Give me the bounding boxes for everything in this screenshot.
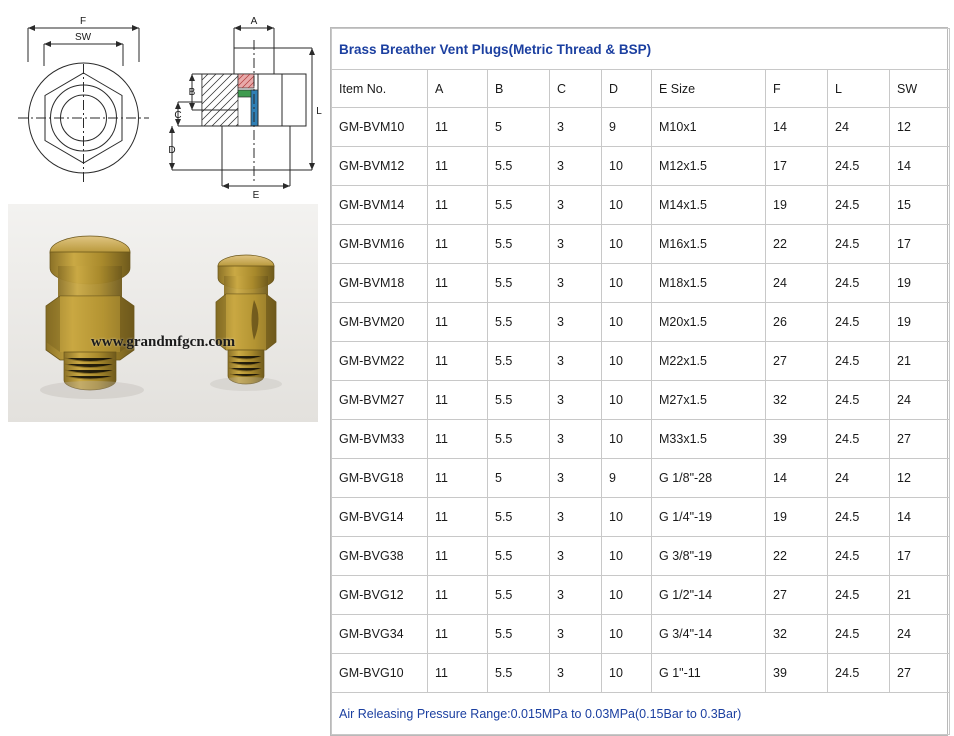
cell-item-no: GM-BVM16: [332, 225, 428, 264]
cell-value: 10: [602, 303, 652, 342]
cell-value: 24.5: [828, 147, 890, 186]
cell-value: 11: [428, 576, 488, 615]
table-row: [332, 264, 950, 303]
dimension-label-D: D: [168, 145, 176, 156]
cell-value: 17: [766, 147, 828, 186]
cell-value: 17: [890, 537, 950, 576]
cell-value: G 3/4"-14: [652, 615, 766, 654]
cell-value: 24.5: [828, 186, 890, 225]
cell-value: 5.5: [488, 381, 550, 420]
cell-value: 24: [828, 108, 890, 147]
cell-value: 5: [488, 459, 550, 498]
table-row: [332, 108, 950, 147]
table-footer-row: [332, 693, 950, 735]
dimension-label-E: E: [252, 190, 260, 201]
cell-value: 24: [890, 615, 950, 654]
cell-value: 10: [602, 654, 652, 693]
table-row: [332, 537, 950, 576]
cell-value: 3: [550, 537, 602, 576]
cell-value: M16x1.5: [652, 225, 766, 264]
cell-value: 10: [602, 615, 652, 654]
cell-value: 10: [602, 420, 652, 459]
cell-value: 3: [550, 342, 602, 381]
cell-item-no: GM-BVG38: [332, 537, 428, 576]
dimension-label-C: C: [174, 110, 182, 121]
product-photo-image: [8, 204, 318, 422]
cell-value: 19: [890, 264, 950, 303]
cell-value: M12x1.5: [652, 147, 766, 186]
cell-value: 11: [428, 381, 488, 420]
cell-value: 11: [428, 108, 488, 147]
cell-value: M18x1.5: [652, 264, 766, 303]
cell-item-no: GM-BVM33: [332, 420, 428, 459]
cell-value: 11: [428, 615, 488, 654]
photo-watermark: www.grandmfgcn.com: [90, 334, 236, 350]
dimension-label-A: A: [250, 16, 258, 27]
table-row: [332, 381, 950, 420]
cell-value: 24.5: [828, 381, 890, 420]
cell-item-no: GM-BVG10: [332, 654, 428, 693]
cell-value: 27: [890, 654, 950, 693]
spec-table: [331, 28, 950, 735]
table-row: [332, 147, 950, 186]
cell-value: 24.5: [828, 498, 890, 537]
cell-item-no: GM-BVG12: [332, 576, 428, 615]
cell-item-no: GM-BVG14: [332, 498, 428, 537]
cell-value: 12: [890, 108, 950, 147]
product-photo: [8, 204, 318, 422]
cell-value: 3: [550, 147, 602, 186]
cell-value: 5: [488, 108, 550, 147]
cell-value: 3: [550, 420, 602, 459]
cell-value: 5.5: [488, 225, 550, 264]
cell-value: 19: [890, 303, 950, 342]
cell-item-no: GM-BVG34: [332, 615, 428, 654]
cell-value: 24.5: [828, 303, 890, 342]
cell-value: 21: [890, 342, 950, 381]
table-row: [332, 186, 950, 225]
cell-value: 11: [428, 264, 488, 303]
column-header-e-size: E Size: [652, 70, 766, 108]
cell-value: M27x1.5: [652, 381, 766, 420]
cell-value: 9: [602, 459, 652, 498]
cell-value: 39: [766, 654, 828, 693]
cell-value: G 1/2"-14: [652, 576, 766, 615]
cell-value: M10x1: [652, 108, 766, 147]
cell-value: 3: [550, 108, 602, 147]
cell-value: 17: [890, 225, 950, 264]
cell-value: 10: [602, 186, 652, 225]
column-header-item-no: Item No.: [332, 70, 428, 108]
cell-value: 3: [550, 498, 602, 537]
table-row: [332, 459, 950, 498]
cell-value: M14x1.5: [652, 186, 766, 225]
cell-item-no: GM-BVG18: [332, 459, 428, 498]
cell-value: 3: [550, 654, 602, 693]
cell-value: G 1/4"-19: [652, 498, 766, 537]
cell-value: 27: [890, 420, 950, 459]
dimension-label-B: B: [188, 87, 196, 98]
cell-value: 24: [828, 459, 890, 498]
cell-value: 24.5: [828, 420, 890, 459]
cell-value: 26: [766, 303, 828, 342]
column-header-d: D: [602, 70, 652, 108]
dimension-label-L: L: [316, 106, 322, 117]
cell-value: 24.5: [828, 342, 890, 381]
cell-value: 3: [550, 459, 602, 498]
table-row: [332, 225, 950, 264]
cell-value: 5.5: [488, 576, 550, 615]
cell-value: 24.5: [828, 225, 890, 264]
cell-value: 5.5: [488, 147, 550, 186]
cell-value: 3: [550, 381, 602, 420]
cell-value: 24: [766, 264, 828, 303]
pressure-range-note: Air Releasing Pressure Range:0.015MPa to 0.03MPa(0.15Bar to 0.3Bar): [332, 693, 950, 735]
cell-value: 10: [602, 147, 652, 186]
cell-value: 24.5: [828, 654, 890, 693]
technical-drawing: [6, 6, 324, 200]
cell-value: 5.5: [488, 342, 550, 381]
cell-value: 5.5: [488, 186, 550, 225]
cell-value: 11: [428, 459, 488, 498]
table-row: [332, 342, 950, 381]
cell-value: 11: [428, 303, 488, 342]
dimension-label-F: F: [79, 16, 87, 27]
cell-value: G 3/8"-19: [652, 537, 766, 576]
cell-value: G 1/8"-28: [652, 459, 766, 498]
cell-value: 11: [428, 498, 488, 537]
technical-drawing-svg: [6, 6, 324, 200]
cell-value: 10: [602, 264, 652, 303]
cell-item-no: GM-BVM22: [332, 342, 428, 381]
cell-value: 14: [890, 498, 950, 537]
cell-value: 3: [550, 186, 602, 225]
cell-value: 24: [890, 381, 950, 420]
cell-item-no: GM-BVM27: [332, 381, 428, 420]
column-header-a: A: [428, 70, 488, 108]
cell-value: 24.5: [828, 264, 890, 303]
table-header-row: [332, 70, 950, 108]
cell-value: 11: [428, 225, 488, 264]
cell-value: 21: [890, 576, 950, 615]
cell-value: 14: [890, 147, 950, 186]
cell-item-no: GM-BVM18: [332, 264, 428, 303]
cell-value: 11: [428, 186, 488, 225]
table-row: [332, 420, 950, 459]
table-row: [332, 576, 950, 615]
table-row: [332, 615, 950, 654]
cell-value: 3: [550, 303, 602, 342]
dimension-label-SW: SW: [74, 32, 92, 43]
cell-value: 24.5: [828, 576, 890, 615]
cell-value: 11: [428, 342, 488, 381]
table-title-row: [332, 29, 950, 70]
left-column: [0, 0, 330, 697]
cell-item-no: GM-BVM10: [332, 108, 428, 147]
cell-value: 10: [602, 342, 652, 381]
cell-value: G 1"-11: [652, 654, 766, 693]
column-header-sw: SW: [890, 70, 950, 108]
cell-value: 3: [550, 576, 602, 615]
cell-value: 14: [766, 459, 828, 498]
cell-value: 5.5: [488, 498, 550, 537]
cell-value: 27: [766, 342, 828, 381]
cell-value: 10: [602, 498, 652, 537]
cell-value: 5.5: [488, 537, 550, 576]
cell-value: 14: [766, 108, 828, 147]
cell-value: 19: [766, 498, 828, 537]
cell-value: 5.5: [488, 615, 550, 654]
cell-value: M33x1.5: [652, 420, 766, 459]
cell-value: 11: [428, 654, 488, 693]
cell-value: 27: [766, 576, 828, 615]
column-header-f: F: [766, 70, 828, 108]
cell-value: 5.5: [488, 264, 550, 303]
cell-value: 10: [602, 537, 652, 576]
cell-value: 10: [602, 225, 652, 264]
cell-value: 5.5: [488, 303, 550, 342]
table-row: [332, 654, 950, 693]
cell-value: 24.5: [828, 615, 890, 654]
cell-value: 3: [550, 615, 602, 654]
cell-value: 11: [428, 147, 488, 186]
cell-value: 12: [890, 459, 950, 498]
cell-value: M22x1.5: [652, 342, 766, 381]
cell-value: 22: [766, 225, 828, 264]
table-row: [332, 498, 950, 537]
cell-value: M20x1.5: [652, 303, 766, 342]
cell-value: 10: [602, 576, 652, 615]
cell-value: 19: [766, 186, 828, 225]
table-row: [332, 303, 950, 342]
cell-item-no: GM-BVM12: [332, 147, 428, 186]
cell-value: 3: [550, 225, 602, 264]
table-title: Brass Breather Vent Plugs(Metric Thread & BSP): [332, 29, 950, 70]
cell-value: 11: [428, 537, 488, 576]
cell-item-no: GM-BVM20: [332, 303, 428, 342]
cell-value: 3: [550, 264, 602, 303]
column-header-b: B: [488, 70, 550, 108]
cell-value: 39: [766, 420, 828, 459]
cell-value: 24.5: [828, 537, 890, 576]
cell-value: 32: [766, 381, 828, 420]
cell-value: 9: [602, 108, 652, 147]
column-header-c: C: [550, 70, 602, 108]
cell-value: 5.5: [488, 420, 550, 459]
cell-value: 32: [766, 615, 828, 654]
spec-table-container: [330, 27, 948, 736]
cell-value: 15: [890, 186, 950, 225]
cell-item-no: GM-BVM14: [332, 186, 428, 225]
cell-value: 22: [766, 537, 828, 576]
cell-value: 11: [428, 420, 488, 459]
cell-value: 10: [602, 381, 652, 420]
cell-value: 5.5: [488, 654, 550, 693]
column-header-l: L: [828, 70, 890, 108]
